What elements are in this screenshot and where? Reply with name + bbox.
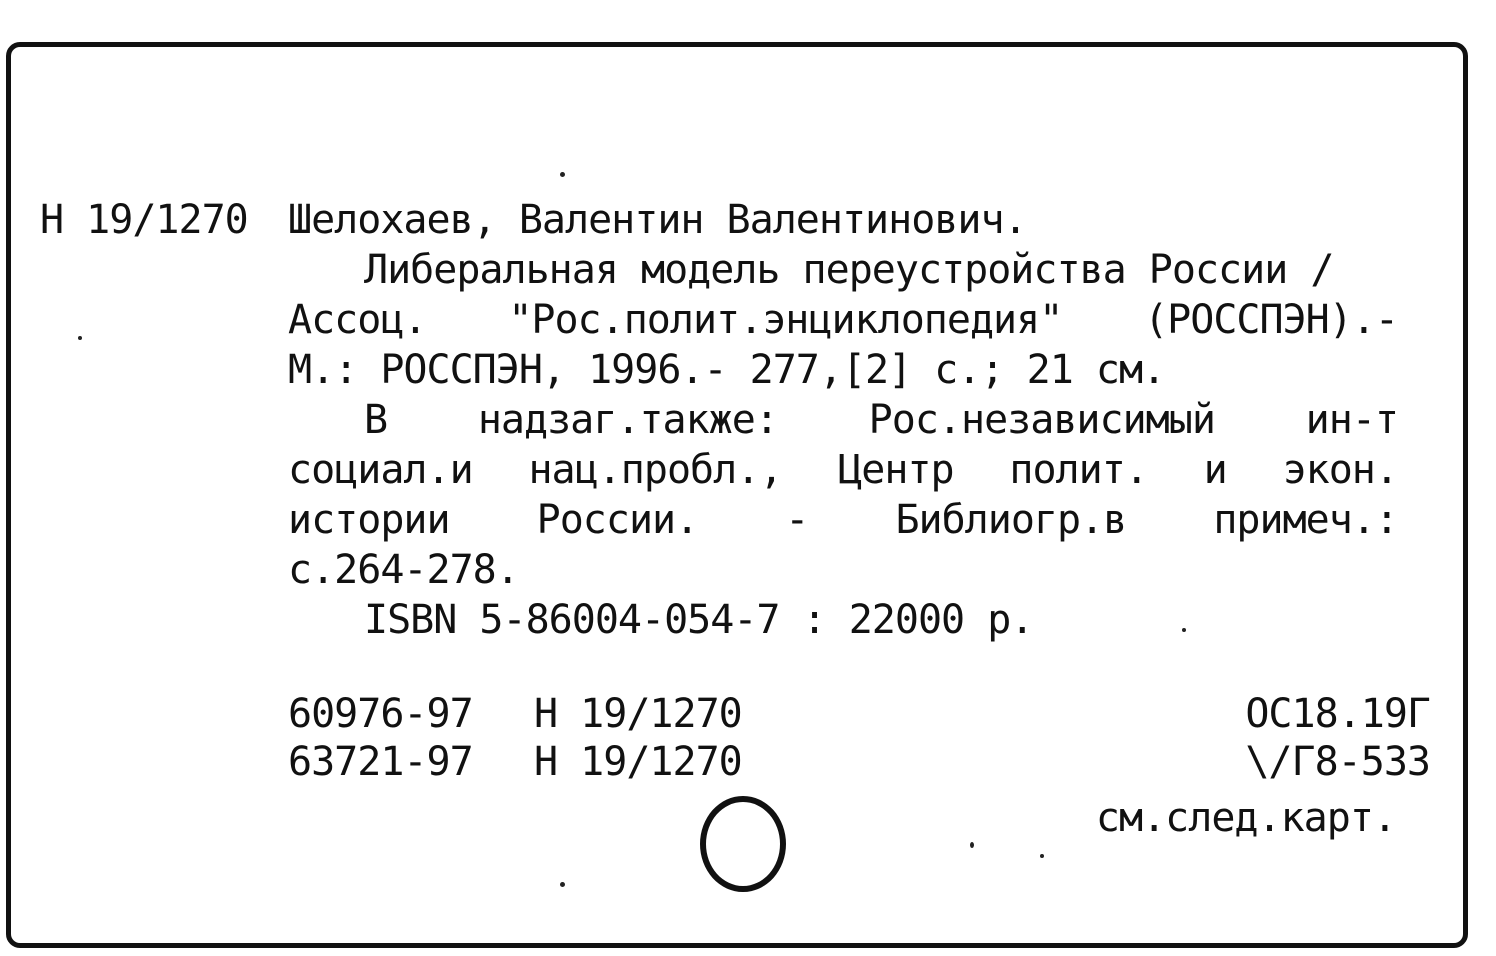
- title-line-2: [288, 296, 1398, 344]
- title-line-1: Либеральная модель переустройства России /: [364, 247, 1334, 293]
- author-heading: Шелохаев, Валентин Валентинович.: [288, 197, 1027, 243]
- note-word: ин-т: [1305, 397, 1398, 443]
- imprint-line: М.: РОССПЭН, 1996.- 277,[2] с.; 21 см.: [288, 347, 1166, 393]
- scan-speck: [560, 172, 565, 177]
- scan-speck: [560, 882, 565, 887]
- note-word: надзаг.также:: [477, 397, 778, 443]
- note-word: нац.пробл.,: [528, 447, 783, 493]
- title-word: "Рос.полит.энциклопедия": [508, 297, 1063, 343]
- holding-shelfmark: Н 19/1270: [534, 739, 742, 785]
- holding-shelfmark: Н 19/1270: [534, 691, 742, 737]
- scan-speck: [1040, 854, 1044, 858]
- note-word: России.: [536, 497, 699, 543]
- note-line-2: [288, 446, 1398, 494]
- note-word: В: [364, 397, 388, 443]
- note-word: примеч.:: [1213, 497, 1398, 543]
- continued-note: см.след.карт.: [1095, 795, 1396, 841]
- isbn-price: ISBN 5-86004-054-7 : 22000 р.: [364, 597, 1034, 643]
- scan-speck: [1182, 628, 1186, 632]
- note-word: полит.: [1009, 447, 1148, 493]
- card-punch-hole: [700, 796, 786, 892]
- note-line-1: [364, 396, 1398, 444]
- subject-code: \/Г8-533: [1245, 739, 1430, 785]
- note-word: социал.и: [288, 447, 473, 493]
- note-word: экон.: [1282, 447, 1398, 493]
- call-number: Н 19/1270: [40, 197, 248, 243]
- scan-speck: [970, 842, 974, 848]
- note-line-4: с.264-278.: [288, 547, 519, 593]
- note-word: истории: [288, 497, 450, 543]
- title-word: Ассоц.: [288, 297, 427, 343]
- scan-speck: [78, 336, 82, 340]
- classification-code: ОС18.19Г: [1245, 691, 1430, 737]
- note-word: и: [1203, 447, 1227, 493]
- title-word: (РОССПЭН).-: [1144, 297, 1398, 343]
- holding-inventory: 63721-97: [288, 739, 473, 785]
- note-word: Библиогр.в: [895, 497, 1127, 543]
- note-word: Рос.независимый: [868, 397, 1215, 443]
- note-line-3: [288, 496, 1398, 544]
- holding-inventory: 60976-97: [288, 691, 473, 737]
- note-word: Центр: [838, 447, 954, 493]
- note-word: -: [785, 497, 809, 543]
